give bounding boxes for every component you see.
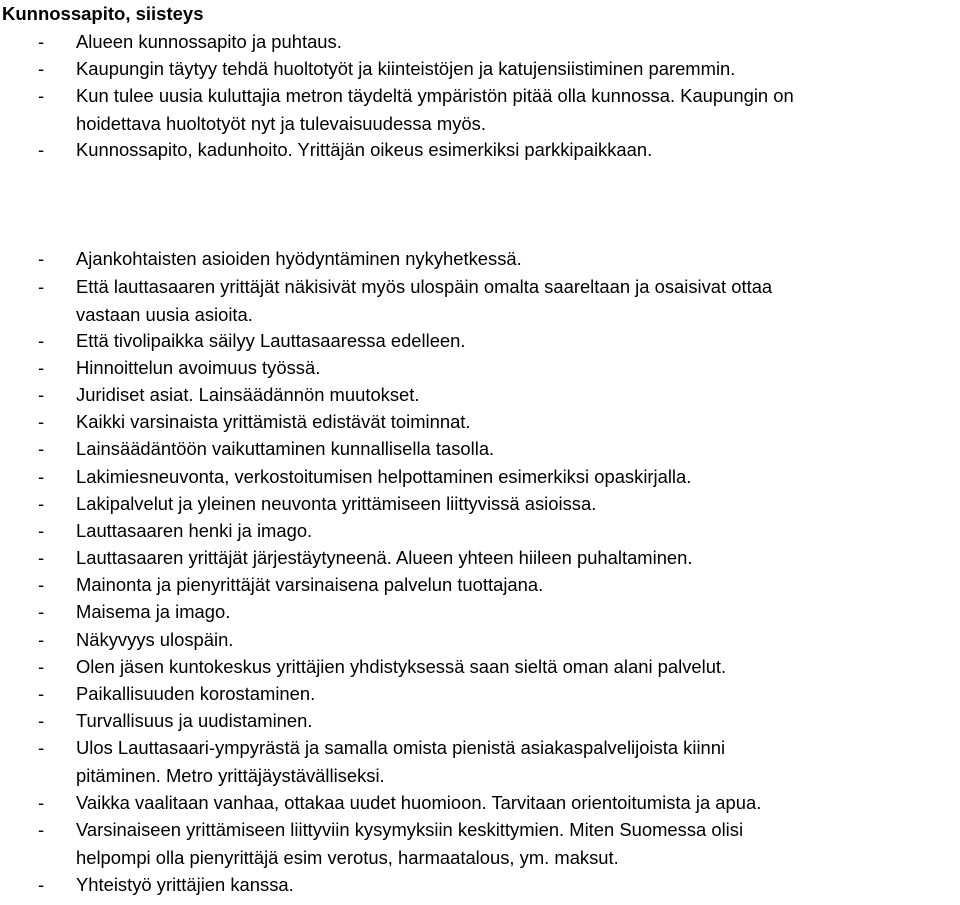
list-item-text: Vaikka vaalitaan vanhaa, ottakaa uudet huomioon. Tarvitaan orientoitumista ja apua. (76, 792, 762, 813)
list-item-text: Että lauttasaaren yrittäjät näkisivät myös ulospäin omalta saareltaan ja osaisivat ottaa vastaan uusia asioita. (76, 276, 773, 325)
list-item-text: Ulos Lauttasaari-ympyrästä ja samalla omista pienistä asiakaspalvelijoista kiinni pitäminen. Metro yrittäjäystävälliseksi. (76, 737, 726, 786)
list-item-text: Lakipalvelut ja yleinen neuvonta yrittämiseen liittyvissä asioissa. (76, 493, 597, 514)
list-item-text: Että tivolipaikka säilyy Lauttasaaressa edelleen. (76, 330, 466, 351)
list-item-text: Lakimiesneuvonta, verkostoitumisen helpottaminen esimerkiksi opaskirjalla. (76, 466, 692, 487)
bullet-dash: - (38, 411, 45, 432)
list-item-text: Varsinaiseen yrittämiseen liittyviin kysymyksiin keskittymien. Miten Suomessa olisi helpompi olla pienyrittäjä esim verotus, harmaatalous, ym. maksut. (76, 819, 744, 868)
bullet-dash: - (38, 629, 45, 650)
list-item-text: Lauttasaaren henki ja imago. (76, 520, 313, 541)
bullet-dash: - (38, 547, 45, 568)
bullet-dash: - (38, 58, 45, 79)
bullet-dash: - (38, 874, 45, 895)
bullet-dash: - (38, 248, 45, 269)
bullet-dash: - (38, 710, 45, 731)
bullet-dash: - (38, 357, 45, 378)
list-item-text: Näkyvyys ulospäin. (76, 629, 234, 650)
list-item-text: Maisema ja imago. (76, 601, 231, 622)
list-item-text: Alueen kunnossapito ja puhtaus. (76, 31, 342, 52)
list-item-text: Ajankohtaisten asioiden hyödyntäminen nykyhetkessä. (76, 248, 522, 269)
bullet-dash: - (38, 31, 45, 52)
bullet-dash: - (38, 139, 45, 160)
bullet-dash: - (38, 520, 45, 541)
section-heading: Kunnossapito, siisteys (2, 3, 204, 24)
bullet-dash: - (38, 819, 45, 840)
bullet-dash: - (38, 737, 45, 758)
list-item-text: Turvallisuus ja uudistaminen. (76, 710, 313, 731)
list-item-text: Kaupungin täytyy tehdä huoltotyöt ja kiinteistöjen ja katujensiistiminen paremmin. (76, 58, 736, 79)
bullet-dash: - (38, 656, 45, 677)
bullet-dash: - (38, 493, 45, 514)
bullet-dash: - (38, 792, 45, 813)
list-item-text: Juridiset asiat. Lainsäädännön muutokset. (76, 384, 420, 405)
list-item-text: Kun tulee uusia kuluttajia metron täydeltä ympäristön pitää olla kunnossa. Kaupungin on hoidettava huoltotyöt nyt ja tulevaisuudessa myös. (76, 85, 794, 134)
list-item-text: Hinnoittelun avoimuus työssä. (76, 357, 321, 378)
list-item-text: Lauttasaaren yrittäjät järjestäytyneenä. Alueen yhteen hiileen puhaltaminen. (76, 547, 693, 568)
bullet-dash: - (38, 384, 45, 405)
bullet-dash: - (38, 574, 45, 595)
bullet-dash: - (38, 601, 45, 622)
list-item-text: Kunnossapito, kadunhoito. Yrittäjän oikeus esimerkiksi parkkipaikkaan. (76, 139, 653, 160)
bullet-dash: - (38, 683, 45, 704)
list-item-text: Yhteistyö yrittäjien kanssa. (76, 874, 294, 895)
list-item-text: Paikallisuuden korostaminen. (76, 683, 316, 704)
bullet-dash: - (38, 276, 45, 297)
list-item-text: Olen jäsen kuntokeskus yrittäjien yhdistyksessä saan sieltä oman alani palvelut. (76, 656, 727, 677)
list-item-text: Mainonta ja pienyrittäjät varsinaisena palvelun tuottajana. (76, 574, 544, 595)
bullet-dash: - (38, 85, 45, 106)
list-item-text: Kaikki varsinaista yrittämistä edistävät toiminnat. (76, 411, 471, 432)
bullet-dash: - (38, 330, 45, 351)
list-item-text: Lainsäädäntöön vaikuttaminen kunnallisella tasolla. (76, 438, 495, 459)
bullet-dash: - (38, 466, 45, 487)
bullet-dash: - (38, 438, 45, 459)
